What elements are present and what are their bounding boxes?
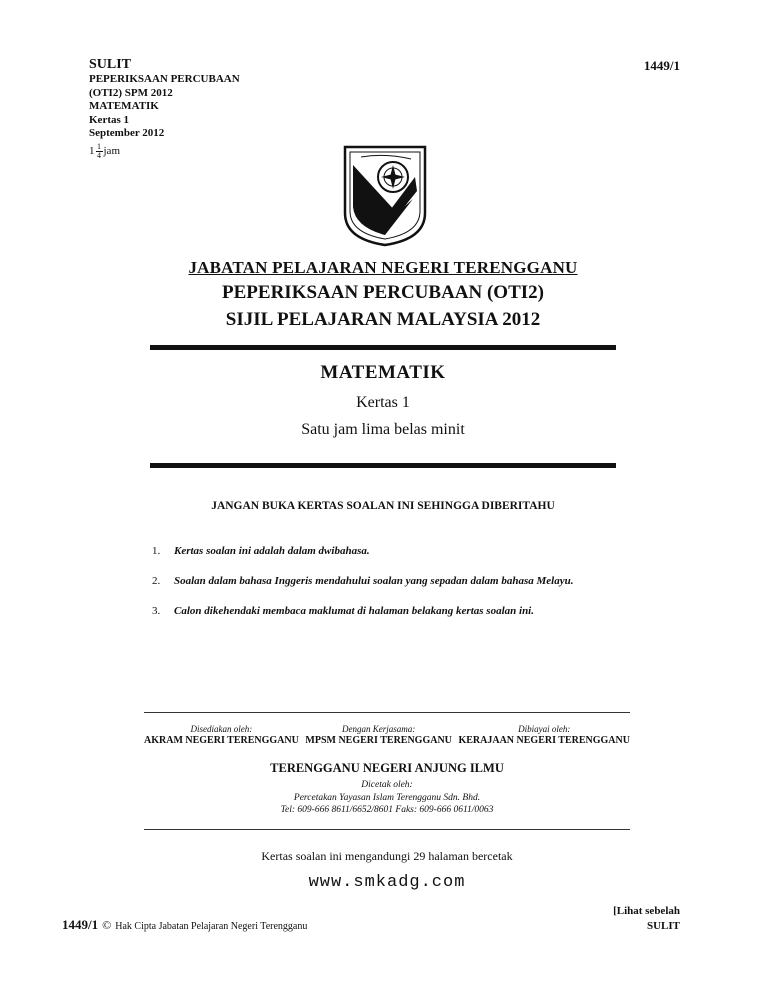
collaboration-org: MPSM NEGERI TERENGGANU — [305, 735, 452, 746]
prepared-by-label: Disediakan oleh: — [190, 724, 253, 734]
page-count-note: Kertas soalan ini mengandungi 29 halaman bercetak — [261, 849, 513, 863]
divider-prepared-top — [144, 712, 630, 713]
state-motto: TERENGGANU NEGERI ANJUNG ILMU — [270, 761, 504, 775]
instruction-number: 1. — [152, 545, 161, 557]
certificate-title: SIJIL PELAJARAN MALAYSIA 2012 — [225, 309, 541, 330]
instruction-number: 2. — [152, 575, 161, 587]
instruction-item — [152, 545, 622, 557]
exam-date: September 2012 — [89, 127, 165, 140]
instruction-text: Calon dikehendaki membaca maklumat di halaman belakang kertas soalan ini. — [174, 605, 534, 617]
footer-paper-code: 1449/1 — [62, 917, 99, 932]
collaboration-label: Dengan Kerjasama: — [342, 724, 416, 734]
duration-short — [89, 143, 240, 160]
copyright-text: Hak Cipta Jabatan Pelajaran Negeri Terengganu — [115, 921, 308, 932]
divider-bottom — [150, 463, 616, 468]
collaboration — [305, 724, 452, 746]
printer-label: Dicetak oleh: — [361, 780, 413, 790]
website-link[interactable]: www.smkadg.com — [308, 873, 466, 892]
crest-logo-icon — [341, 143, 429, 247]
instruction-number: 3. — [152, 605, 161, 617]
footer-right — [613, 904, 680, 934]
printer-name: Percetakan Yayasan Islam Terengganu Sdn. Bhd. — [293, 792, 481, 803]
duration-fraction — [96, 143, 103, 160]
subject-label: MATEMATIK — [89, 100, 159, 113]
paper-title: Kertas 1 — [356, 394, 410, 411]
exam-name-line2: (OTI2) SPM 2012 — [89, 86, 173, 99]
footer-left — [62, 917, 307, 933]
header-info — [89, 56, 240, 160]
prepared-by-org: AKRAM NEGERI TERENGGANU — [144, 735, 299, 746]
next-page-note: [Lihat sebelah — [613, 905, 680, 917]
printer-contact: Tel: 609-666 8611/6652/8601 Faks: 609-666 0611/0063 — [280, 805, 494, 815]
subject-title: MATEMATIK — [320, 362, 446, 383]
instruction-item — [152, 575, 622, 587]
duration-title: Satu jam lima belas minit — [301, 421, 465, 438]
warning-notice: JANGAN BUKA KERTAS SOALAN INI SEHINGGA DIBERITAHU — [211, 500, 555, 512]
duration-numerator: 1 — [97, 141, 101, 151]
footer-classification: SULIT — [646, 920, 680, 932]
prepared-by — [144, 724, 299, 746]
paper-code: 1449/1 — [643, 58, 680, 73]
instruction-text: Soalan dalam bahasa Inggeris mendahului soalan yang sepadan dalam bahasa Melayu. — [174, 575, 574, 587]
exam-title: PEPERIKSAAN PERCUBAAN (OTI2) — [222, 282, 544, 303]
divider-prepared-bottom — [144, 829, 630, 830]
department-title: JABATAN PELAJARAN NEGERI TERENGGANU — [188, 258, 578, 277]
exam-name-line1: PEPERIKSAAN PERCUBAAN — [89, 73, 240, 85]
funded-by-label: Dibiayai oleh: — [518, 724, 571, 734]
instruction-item — [152, 605, 622, 617]
divider-top — [150, 345, 616, 350]
duration-unit: jam — [103, 144, 120, 157]
duration-whole: 1 — [89, 144, 95, 157]
funded-by-org: KERAJAAN NEGERI TERENGGANU — [458, 735, 630, 746]
copyright-icon: © — [102, 918, 112, 932]
paper-label: Kertas 1 — [89, 113, 130, 126]
instruction-text: Kertas soalan ini adalah dalam dwibahasa. — [174, 545, 370, 557]
funded-by — [458, 724, 630, 746]
classification-label: SULIT — [89, 57, 132, 72]
duration-denominator: 4 — [97, 150, 101, 160]
prepared-section — [144, 724, 630, 746]
instructions-list — [152, 545, 622, 635]
crest-svg — [341, 143, 429, 247]
printer-info — [144, 779, 630, 817]
